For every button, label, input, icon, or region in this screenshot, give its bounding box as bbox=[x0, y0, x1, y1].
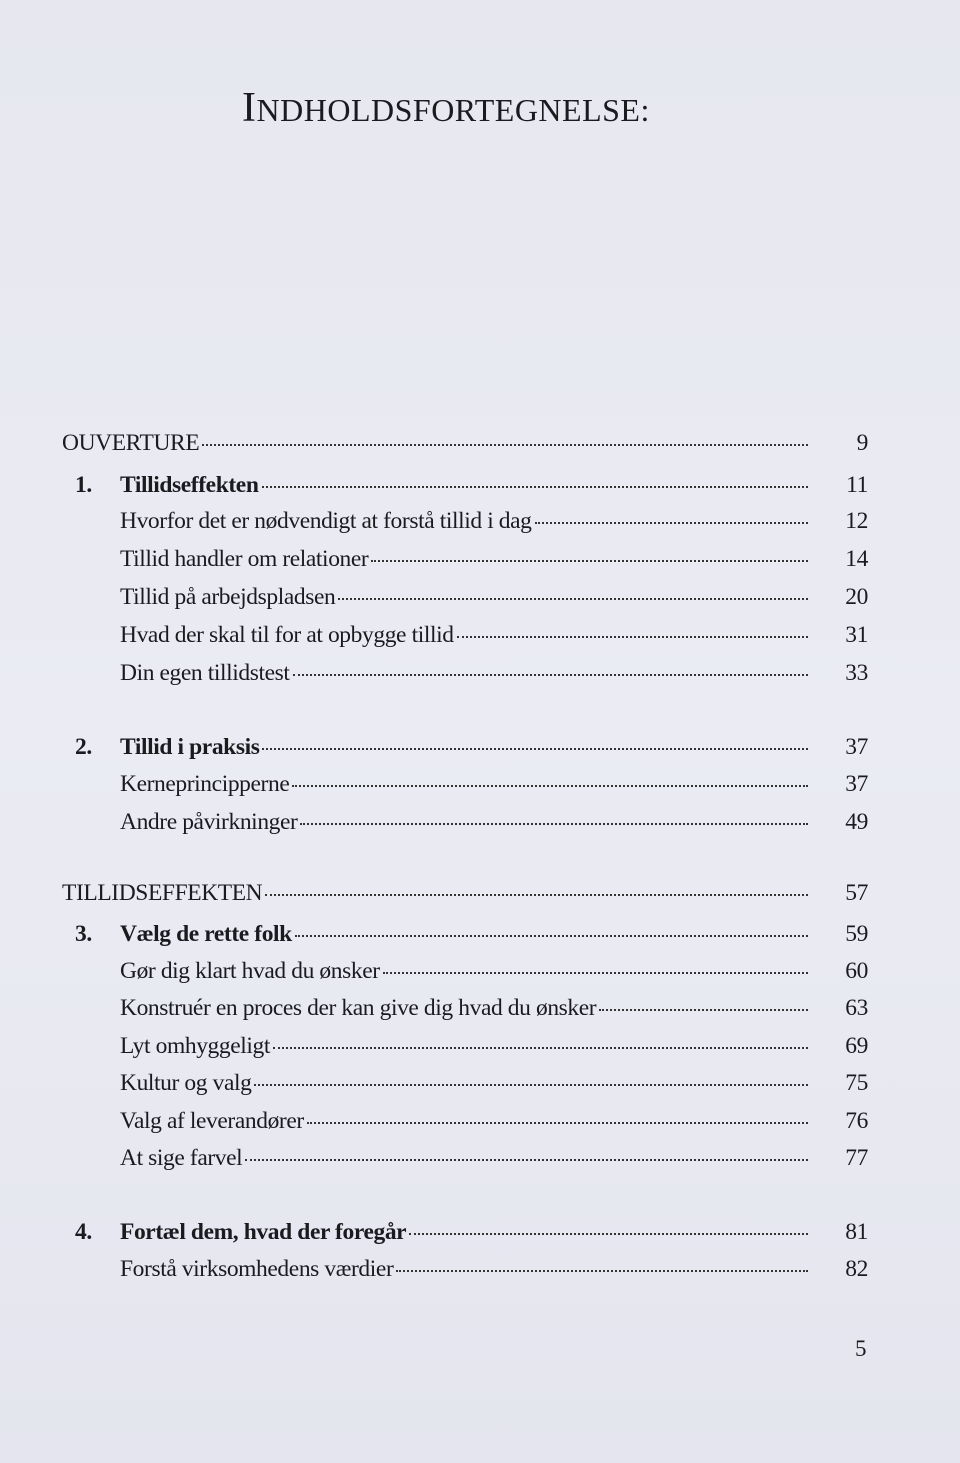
dot-leader bbox=[202, 444, 808, 446]
toc-entry bbox=[62, 1070, 868, 1104]
toc-entry bbox=[62, 771, 868, 805]
entry-page: 57 bbox=[845, 880, 868, 906]
entry-page: 33 bbox=[845, 660, 868, 686]
dot-leader bbox=[383, 972, 808, 974]
entry-page: 37 bbox=[845, 734, 868, 760]
entry-title: Din egen tillidstest bbox=[120, 660, 290, 686]
toc-entry bbox=[62, 880, 868, 914]
entry-title: Hvorfor det er nødvendigt at forstå tillid i dag bbox=[120, 508, 532, 534]
entry-page: 14 bbox=[845, 546, 868, 572]
toc-entry bbox=[62, 546, 868, 580]
entry-title: Gør dig klart hvad du ønsker bbox=[120, 958, 380, 984]
entry-page: 82 bbox=[845, 1256, 868, 1282]
entry-title: Vælg de rette folk bbox=[120, 921, 292, 947]
dot-leader bbox=[254, 1084, 808, 1086]
chapter-number: 1. bbox=[75, 472, 92, 498]
entry-title: Tillidseffekten bbox=[120, 472, 259, 498]
toc-entry bbox=[62, 430, 868, 464]
dot-leader bbox=[292, 785, 808, 787]
entry-title: Lyt omhyggeligt bbox=[120, 1033, 271, 1059]
dot-leader bbox=[262, 748, 808, 750]
dot-leader bbox=[338, 598, 808, 600]
dot-leader bbox=[300, 823, 808, 825]
dot-leader bbox=[273, 1047, 808, 1049]
entry-title: Fortæl dem, hvad der foregår bbox=[120, 1219, 407, 1245]
entry-page: 59 bbox=[845, 921, 868, 947]
entry-page: 77 bbox=[845, 1145, 868, 1171]
entry-page: 75 bbox=[845, 1070, 868, 1096]
dot-leader bbox=[457, 636, 808, 638]
toc-entry bbox=[62, 809, 868, 843]
title-rest: NDHOLDSFORTEGNELSE: bbox=[256, 92, 650, 128]
entry-page: 20 bbox=[845, 584, 868, 610]
entry-title: Tillid i praksis bbox=[120, 734, 260, 760]
entry-page: 63 bbox=[845, 995, 868, 1021]
entry-page: 60 bbox=[845, 958, 868, 984]
entry-title: At sige farvel bbox=[120, 1145, 243, 1171]
dot-leader bbox=[293, 674, 808, 676]
dot-leader bbox=[307, 1122, 808, 1124]
page-title bbox=[242, 84, 650, 132]
page-number: 5 bbox=[855, 1336, 867, 1361]
entry-page: 12 bbox=[845, 508, 868, 534]
entry-title: Tillid på arbejdspladsen bbox=[120, 584, 336, 610]
chapter-number: 3. bbox=[75, 921, 92, 947]
entry-title: OUVERTURE bbox=[62, 430, 200, 456]
toc-entry bbox=[62, 734, 868, 768]
toc-entry bbox=[62, 622, 868, 656]
entry-page: 11 bbox=[846, 472, 868, 498]
entry-title: TILLIDSEFFEKTEN bbox=[62, 880, 263, 906]
entry-title: Konstruér en proces der kan give dig hvad du ønsker bbox=[120, 995, 597, 1021]
toc-entry bbox=[62, 1033, 868, 1067]
chapter-number: 4. bbox=[75, 1219, 92, 1245]
entry-title: Forstå virksomhedens værdier bbox=[120, 1256, 394, 1282]
dot-leader bbox=[599, 1009, 808, 1011]
toc-entry bbox=[62, 1256, 868, 1290]
entry-page: 49 bbox=[845, 809, 868, 835]
entry-page: 9 bbox=[856, 430, 868, 456]
dot-leader bbox=[535, 522, 808, 524]
entry-title: Tillid handler om relationer bbox=[120, 546, 369, 572]
dot-leader bbox=[265, 894, 808, 896]
toc-entry bbox=[62, 1108, 868, 1142]
chapter-number: 2. bbox=[75, 734, 92, 760]
title-initial: I bbox=[242, 85, 257, 131]
toc-entry bbox=[62, 921, 868, 955]
toc-entry bbox=[62, 1145, 868, 1179]
dot-leader bbox=[295, 935, 808, 937]
dot-leader bbox=[371, 560, 808, 562]
toc-entry bbox=[62, 995, 868, 1029]
dot-leader bbox=[262, 486, 809, 488]
entry-page: 76 bbox=[845, 1108, 868, 1134]
entry-title: Hvad der skal til for at opbygge tillid bbox=[120, 622, 454, 648]
toc-entry bbox=[62, 472, 868, 506]
entry-title: Kerneprincipperne bbox=[120, 771, 290, 797]
toc-entry bbox=[62, 660, 868, 694]
toc-entry bbox=[62, 508, 868, 542]
dot-leader bbox=[409, 1233, 808, 1235]
toc-entry bbox=[62, 1219, 868, 1253]
entry-title: Kultur og valg bbox=[120, 1070, 252, 1096]
entry-title: Valg af leverandører bbox=[120, 1108, 304, 1134]
entry-page: 31 bbox=[845, 622, 868, 648]
entry-page: 81 bbox=[845, 1219, 868, 1245]
toc-entry bbox=[62, 958, 868, 992]
entry-page: 37 bbox=[845, 771, 868, 797]
dot-leader bbox=[245, 1159, 808, 1161]
dot-leader bbox=[396, 1270, 808, 1272]
entry-page: 69 bbox=[845, 1033, 868, 1059]
entry-title: Andre påvirkninger bbox=[120, 809, 298, 835]
toc-entry bbox=[62, 584, 868, 618]
